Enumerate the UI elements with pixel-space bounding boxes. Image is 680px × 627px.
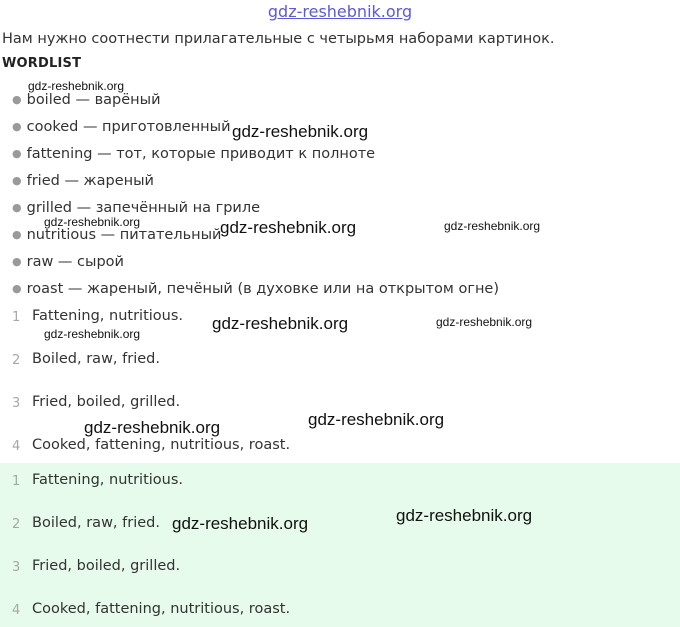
wordlist-item-text: grilled — запечённый на гриле bbox=[26, 200, 261, 216]
highlighted-answer-text: Boiled, raw, fried. bbox=[32, 515, 160, 531]
highlighted-answer-text: Cooked, fattening, nutritious, roast. bbox=[32, 601, 291, 617]
highlighted-answer-number: 4 bbox=[12, 603, 21, 618]
watermark: gdz-reshebnik.org bbox=[396, 506, 533, 525]
bullet-icon: ● bbox=[12, 201, 22, 214]
answer-text: Fried, boiled, grilled. bbox=[32, 394, 181, 410]
answer-number: 4 bbox=[12, 439, 21, 454]
watermark: gdz-reshebnik.org bbox=[44, 327, 141, 341]
highlighted-answer-text: Fried, boiled, grilled. bbox=[32, 558, 181, 574]
watermark: gdz-reshebnik.org bbox=[444, 219, 541, 233]
watermark: gdz-reshebnik.org bbox=[232, 122, 369, 141]
wordlist-item-text: roast — жареный, печёный (в духовке или на открытом огне) bbox=[26, 281, 500, 297]
wordlist-item bbox=[12, 146, 375, 162]
watermark: gdz-reshebnik.org bbox=[212, 314, 349, 333]
wordlist-item-text: nutritious — питательный bbox=[26, 227, 222, 243]
watermark: gdz-reshebnik.org bbox=[436, 315, 533, 329]
wordlist-item bbox=[12, 119, 231, 135]
answer-number: 3 bbox=[12, 396, 21, 411]
answer-text: Boiled, raw, fried. bbox=[32, 351, 160, 367]
answer-text: Fattening, nutritious. bbox=[32, 308, 184, 324]
wordlist-item-text: raw — сырой bbox=[26, 254, 124, 270]
answer-number: 1 bbox=[12, 310, 21, 325]
highlighted-answer-number: 1 bbox=[12, 474, 21, 489]
bullet-icon: ● bbox=[12, 147, 22, 160]
answer-number: 2 bbox=[12, 353, 21, 368]
wordlist-item bbox=[12, 92, 161, 108]
watermark: gdz-reshebnik.org bbox=[84, 418, 221, 437]
bullet-icon: ● bbox=[12, 120, 22, 133]
wordlist-item bbox=[12, 200, 260, 216]
wordlist-item-text: fattening — тот, которые приводит к полноте bbox=[26, 146, 376, 162]
watermark: gdz-reshebnik.org bbox=[172, 514, 309, 533]
wordlist-item bbox=[12, 173, 154, 189]
bullet-icon: ● bbox=[12, 228, 22, 241]
bullet-icon: ● bbox=[12, 255, 22, 268]
wordlist-item-text: cooked — приготовленный bbox=[26, 119, 231, 135]
bullet-icon: ● bbox=[12, 174, 22, 187]
site-title[interactable]: gdz-reshebnik.org bbox=[267, 2, 413, 21]
watermark: gdz-reshebnik.org bbox=[308, 410, 445, 429]
watermark: gdz-reshebnik.org bbox=[44, 215, 141, 229]
highlighted-answer-number: 2 bbox=[12, 517, 21, 532]
bullet-icon: ● bbox=[12, 93, 22, 106]
watermark: gdz-reshebnik.org bbox=[220, 218, 357, 237]
wordlist-heading: WORDLIST bbox=[2, 56, 82, 71]
wordlist-item bbox=[12, 281, 499, 297]
intro-text: Нам нужно соотнести прилагательные с четырьмя наборами картинок. bbox=[2, 31, 555, 47]
wordlist-item bbox=[12, 254, 124, 270]
wordlist-item-text: fried — жареный bbox=[26, 173, 154, 189]
highlighted-answer-number: 3 bbox=[12, 560, 21, 575]
answer-text: Cooked, fattening, nutritious, roast. bbox=[32, 437, 291, 453]
watermark: gdz-reshebnik.org bbox=[28, 79, 125, 93]
wordlist-item-text: boiled — варёный bbox=[26, 92, 161, 108]
highlighted-answer-text: Fattening, nutritious. bbox=[32, 472, 184, 488]
wordlist-item bbox=[12, 227, 221, 243]
bullet-icon: ● bbox=[12, 282, 22, 295]
